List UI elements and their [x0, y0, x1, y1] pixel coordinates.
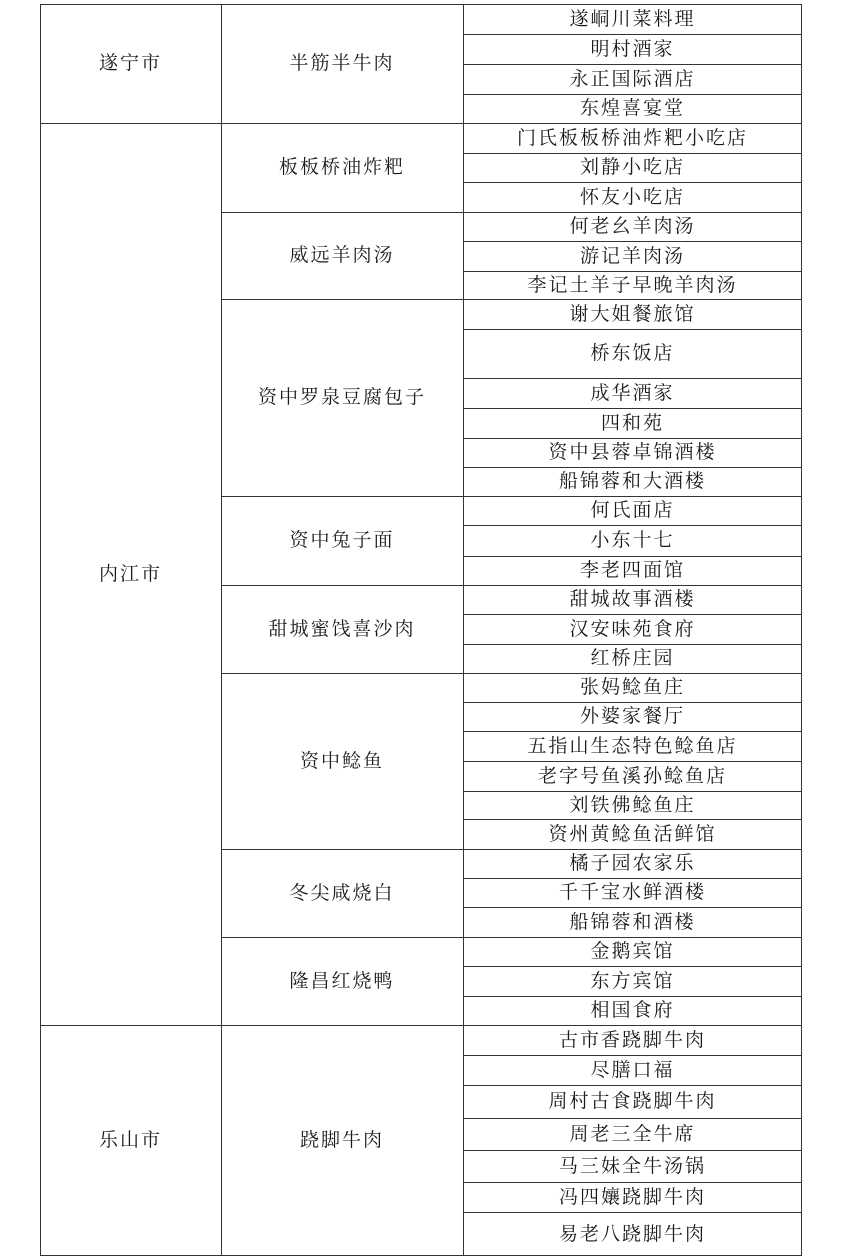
row-divider — [463, 585, 802, 586]
dish-divider — [221, 849, 463, 850]
row-divider — [463, 1025, 802, 1026]
dish-divider — [221, 673, 463, 674]
restaurant-cell: 冯四孃跷脚牛肉 — [558, 1185, 706, 1208]
restaurant-cell: 船锦蓉和大酒楼 — [558, 470, 706, 492]
row-divider — [463, 673, 802, 674]
row-divider — [463, 907, 802, 908]
row-divider — [463, 849, 802, 850]
row-divider — [463, 467, 802, 468]
row-divider — [463, 644, 802, 645]
restaurant-cell: 何老幺羊肉汤 — [569, 215, 696, 237]
row-divider — [463, 996, 802, 997]
row-divider — [463, 702, 802, 703]
city-divider — [40, 1025, 221, 1026]
city-cell: 遂宁市 — [98, 52, 162, 74]
restaurant-cell: 桥东饭店 — [590, 342, 675, 364]
restaurant-cell: 资州黄鲶鱼活鲜馆 — [548, 822, 717, 845]
restaurant-cell: 千千宝水鲜酒楼 — [558, 881, 706, 903]
city-cell: 乐山市 — [98, 1129, 162, 1151]
restaurant-cell: 资中县蓉卓锦酒楼 — [548, 441, 717, 463]
row-divider — [463, 1085, 802, 1086]
restaurant-cell: 东煌喜宴堂 — [579, 97, 685, 119]
row-divider — [463, 878, 802, 879]
restaurant-cell: 船锦蓉和酒楼 — [569, 910, 696, 933]
row-divider — [463, 378, 802, 379]
row-divider — [463, 525, 802, 526]
dish-divider — [221, 937, 463, 938]
row-divider — [463, 966, 802, 967]
restaurant-cell: 橘子园农家乐 — [569, 852, 696, 874]
city-cell: 内江市 — [98, 562, 162, 585]
restaurant-cell: 遂峒川菜料理 — [569, 7, 696, 30]
row-divider — [463, 123, 802, 124]
dish-divider — [221, 123, 463, 124]
row-divider — [463, 496, 802, 497]
row-divider — [463, 299, 802, 300]
row-divider — [463, 182, 802, 183]
dish-cell: 威远羊肉汤 — [289, 244, 395, 266]
restaurant-cell: 五指山生态特色鲶鱼店 — [527, 734, 738, 757]
row-divider — [463, 241, 802, 242]
dish-divider — [221, 299, 463, 300]
restaurant-cell: 何氏面店 — [590, 499, 675, 521]
row-divider — [463, 408, 802, 409]
dish-cell: 甜城蜜饯喜沙肉 — [268, 617, 416, 640]
row-divider — [463, 438, 802, 439]
restaurant-cell: 金鹅宾馆 — [590, 940, 675, 962]
row-divider — [463, 1212, 802, 1213]
restaurant-cell: 周村古食跷脚牛肉 — [548, 1090, 717, 1112]
restaurant-cell: 谢大姐餐旅馆 — [569, 302, 696, 325]
dish-divider — [221, 585, 463, 586]
row-divider — [463, 1150, 802, 1151]
restaurant-cell: 永正国际酒店 — [569, 67, 696, 90]
restaurant-cell: 周老三全牛席 — [569, 1122, 696, 1145]
row-divider — [463, 271, 802, 272]
restaurant-cell: 张妈鲶鱼庄 — [579, 676, 685, 698]
restaurant-cell: 甜城故事酒楼 — [569, 588, 696, 610]
restaurant-cell: 李记土羊子早晚羊肉汤 — [527, 273, 738, 296]
restaurant-cell: 怀友小吃店 — [579, 185, 685, 208]
row-divider — [463, 791, 802, 792]
restaurant-cell: 汉安味苑食府 — [569, 617, 696, 640]
dish-cell: 冬尖咸烧白 — [289, 881, 395, 904]
row-divider — [463, 1182, 802, 1183]
dish-divider — [221, 212, 463, 213]
restaurant-cell: 小东十七 — [590, 529, 675, 551]
restaurant-cell: 刘静小吃店 — [579, 156, 685, 178]
row-divider — [463, 731, 802, 732]
row-divider — [463, 94, 802, 95]
row-divider — [463, 212, 802, 213]
dish-divider — [221, 1025, 463, 1026]
restaurant-cell: 易老八跷脚牛肉 — [558, 1222, 706, 1245]
restaurant-cell: 古市香跷脚牛肉 — [558, 1028, 706, 1051]
row-divider — [463, 329, 802, 330]
row-divider — [463, 1055, 802, 1056]
restaurant-cell: 门氏板板桥油炸粑小吃店 — [516, 126, 748, 149]
restaurant-cell: 成华酒家 — [590, 381, 675, 404]
restaurant-cell: 尽膳口福 — [590, 1058, 675, 1081]
restaurant-cell: 马三妹全牛汤锅 — [558, 1154, 706, 1177]
row-divider — [463, 761, 802, 762]
dish-divider — [221, 496, 463, 497]
restaurant-cell: 东方宾馆 — [590, 969, 675, 992]
restaurant-cell: 外婆家餐厅 — [579, 705, 685, 727]
restaurant-cell: 相国食府 — [590, 999, 675, 1021]
restaurant-cell: 老字号鱼溪孙鲶鱼店 — [537, 764, 727, 787]
dish-cell: 资中兔子面 — [289, 529, 395, 551]
row-divider — [463, 556, 802, 557]
row-divider — [463, 614, 802, 615]
restaurant-cell: 明村酒家 — [590, 37, 675, 60]
dish-cell: 半筋半牛肉 — [289, 52, 395, 74]
row-divider — [463, 1118, 802, 1119]
dish-cell: 板板桥油炸粑 — [278, 156, 405, 178]
restaurant-cell: 李老四面馆 — [579, 559, 685, 581]
row-divider — [463, 819, 802, 820]
row-divider — [463, 34, 802, 35]
row-divider — [463, 153, 802, 154]
dish-cell: 跷脚牛肉 — [299, 1129, 384, 1151]
row-divider — [463, 937, 802, 938]
dish-cell: 资中鲶鱼 — [299, 749, 384, 772]
dish-cell: 资中罗泉豆腐包子 — [257, 386, 426, 408]
restaurant-cell: 红桥庄园 — [590, 647, 675, 669]
restaurant-cell: 游记羊肉汤 — [579, 244, 685, 267]
row-divider — [463, 64, 802, 65]
restaurant-cell: 四和苑 — [600, 411, 664, 434]
restaurant-table — [40, 4, 802, 1256]
city-divider — [40, 123, 221, 124]
restaurant-cell: 刘铁佛鲶鱼庄 — [569, 793, 696, 816]
dish-cell: 隆昌红烧鸭 — [289, 969, 395, 992]
